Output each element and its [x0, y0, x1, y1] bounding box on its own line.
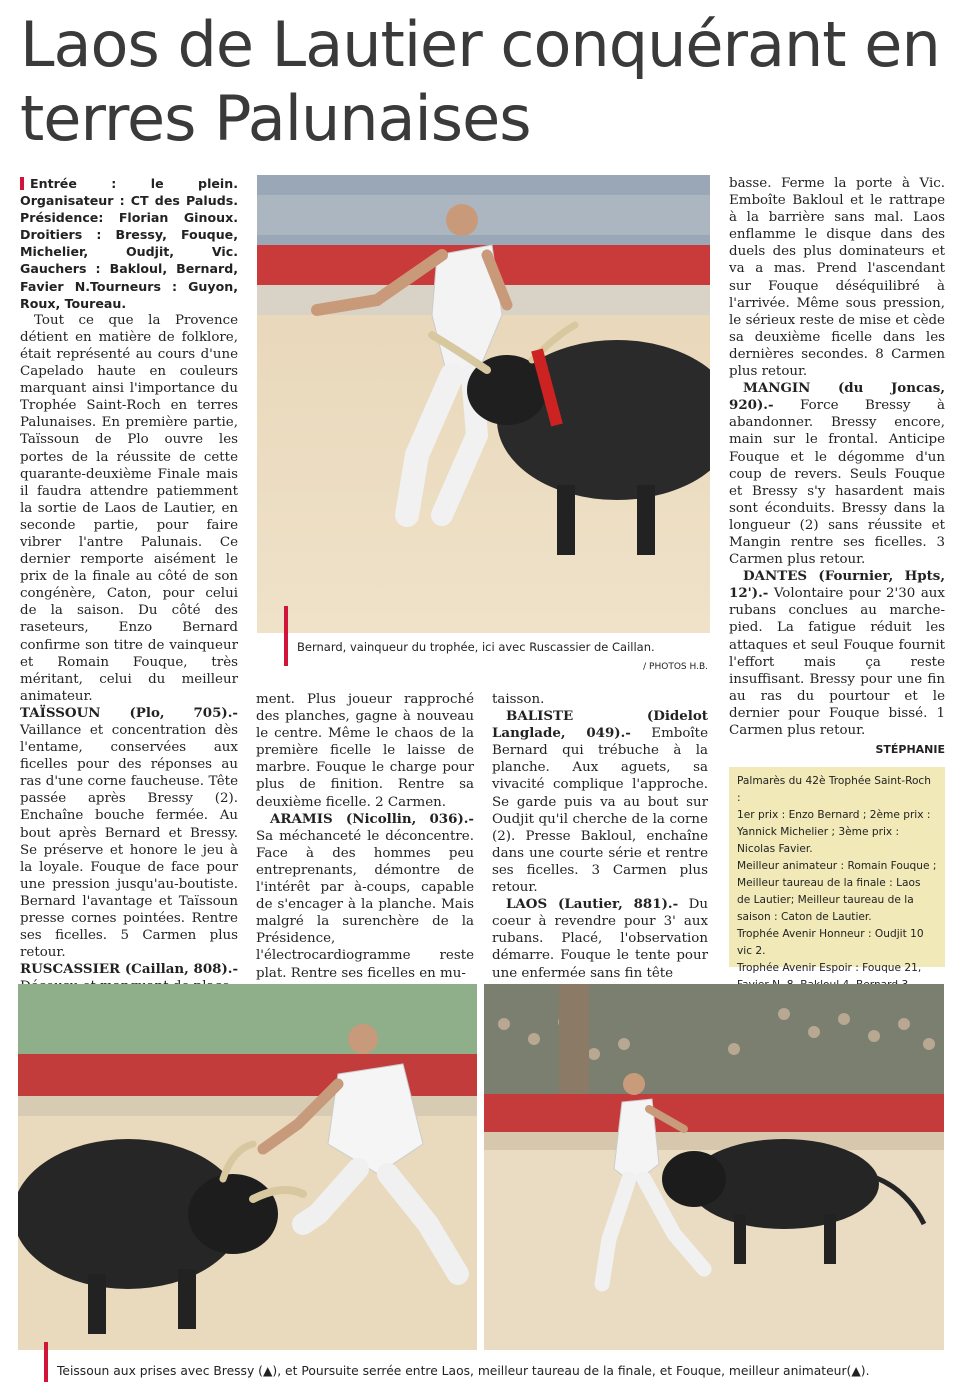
bull-name: TAÏSSOUN (Plo, 705).-	[20, 704, 238, 721]
bottom-right-caption: Poursuite serrée entre Laos, meilleur taureau de la finale, et Fouque, meilleur animateur(▲).	[301, 1364, 870, 1378]
raseteur-and-bull-illustration	[257, 175, 710, 633]
signature: STÉPHANIE	[875, 743, 945, 757]
caption-marker	[284, 606, 288, 666]
bull-entry	[256, 811, 474, 982]
continued-text: ment. Plus joueur rapproché des planches, gagne à nouveau le centre. Même le chaos de la première ficelle le laisse de marbre. Fouque le charge pour plus de finition. Rentre sa deuxième ficelle. 2 Carmen.	[256, 692, 474, 810]
photo-credit: / PHOTOS H.B.	[643, 662, 708, 672]
bottom-left-caption: Teissoun aux prises avec Bressy (▲), et	[57, 1364, 298, 1378]
top-photo-caption: Bernard, vainqueur du trophée, ici avec Ruscassier de Caillan.	[297, 640, 655, 654]
bull-name: MANGIN (du Joncas, 920).-	[729, 380, 945, 414]
bull-report: Volontaire pour 2'30 aux rubans conclues au marche-pied. La fatigue réduit les attaques et seul Fouque fournit l'effort mais ça reste insuffisant. Bressy pour une fin au ras du pourtour et le dernier pour Fouque bissé. 1 Carmen plus retour.	[729, 586, 945, 738]
bottom-caption	[57, 1364, 947, 1378]
bull-name: DANTES (Fournier, Hpts, 12').-	[729, 568, 945, 602]
palmares-title: Palmarès du 42è Trophée Saint-Roch :	[737, 775, 931, 804]
bull-report: Sa méchanceté le déconcentre. Face à des hommes peu entreprenants, démontre de l'intérêt par à-coups, capable de s'encager à la planche. Mais malgré la surenchère de la Présidence, l'électrocardiogramme reste plat. Rentre ses ficelles en mu-	[256, 828, 474, 981]
continued-text: taisson.	[492, 692, 545, 707]
article-column-4	[729, 175, 945, 758]
bull-entry	[20, 705, 238, 961]
palmares-best-bull: Meilleur taureau de la finale : Laos de Lautier; Meilleur taureau de la saison : Caton de Lautier.	[737, 877, 921, 923]
lead-block	[20, 175, 238, 312]
top-photo	[257, 175, 710, 633]
bull-charging-illustration	[18, 984, 477, 1350]
bull-entry	[492, 896, 708, 981]
continued-text: basse. Ferme la porte à Vic. Emboîte Bakloul et le rattrape à la barrière sans mal. Laos enflamme le disque dans des duels des plus dominateurs et va a mas. Prend l'ascendant sur Fouque déséquilibré à l'arrivée. Même sous pression, le sérieux reste de mise et cède sa deuxième ficelle dans les dernières secondes. 8 Carmen plus retour.	[729, 176, 945, 380]
article-column-3	[492, 691, 708, 982]
red-marker	[20, 177, 24, 190]
lead-text: Entrée : le plein. Organisateur : CT des Paluds. Présidence: Florian Ginoux. Droitiers : Bressy, Fouque, Michelier, Oudjit, Vic. Gauchers : Bakloul, Bernard, Favier N.Tourneurs : Guyon, Roux, Toureau.	[20, 176, 238, 311]
bull-report: Force Bressy à abandonner. Bressy encore, main sur le frontal. Anticipe Fouque et le dégomme d'un coup de revers. Seuls Fouque et Bressy s'y hasardent mais sont éconduits. Bressy dans la longueur (2) sans réussite et Mangin rentre ses ficelles. 3 Carmen plus retour.	[729, 398, 945, 568]
bottom-left-photo	[18, 984, 477, 1350]
arena-chase-illustration	[484, 984, 944, 1350]
intro-paragraph: Tout ce que la Provence détient en matière de folklore, était représenté au cours d'une Capelado haute en couleurs marquant ainsi l'importance du Trophée Saint-Roch en terres Palunaises. En première partie, Taïssoun de Plo ouvre les portes de la réussite de cette quarante-deuxième Finale mais il faudra attendre patiemment la sortie de Laos de Lautier, en seconde partie, pour faire vibrer l'antre Palunais. Ce dernier remporte aisément le prix de la finale au côté de son congénère, Caton, pour celui de la saison. Du côté des raseteurs, Enzo Bernard confirme son titre de vainqueur et Romain Fouque, très méritant, celui du meilleur animateur.	[20, 312, 238, 704]
bottom-right-photo	[484, 984, 944, 1350]
article-column-2	[256, 691, 474, 982]
bull-name: LAOS (Lautier, 881).-	[506, 896, 679, 913]
article-column-1	[20, 175, 238, 996]
bull-name: BALISTE (Didelot Langlade, 049).-	[492, 708, 708, 742]
headline: Laos de Lautier conquérant en terres Palunaises	[20, 8, 940, 155]
bull-name: RUSCASSIER (Caillan, 808).-	[20, 961, 239, 978]
palmares-avenir-espoir: Trophée Avenir Espoir : Fouque 21,	[737, 962, 922, 974]
palmares-animator: Meilleur animateur : Romain Fouque ;	[737, 860, 937, 872]
bull-report: Emboîte Bernard qui trébuche à la planche. Aux aguets, sa vivacité complique l'approche. Se garde puis va au bout sur Oudjit qu'il cherche de la corne (2). Presse Bakloul, enchaîne dans une courte série et rentre ses ficelles. 3 Carmen plus retour.	[492, 726, 708, 896]
bull-entry	[729, 568, 945, 739]
palmares-prizes: 1er prix : Enzo Bernard ; 2ème prix : Yannick Michelier ; 3ème prix : Nicolas Favier.	[737, 809, 931, 855]
caption-marker	[44, 1342, 48, 1382]
palmares-box	[729, 767, 945, 974]
palmares-avenir-honneur: Trophée Avenir Honneur : Oudjit 10 vic 2.	[737, 928, 924, 957]
bull-report: Vaillance et concentration dès l'entame, conservées aux ficelles pour des réponses au ras d'une corne faucheuse. Tête passée après Bressy (2). Enchaîne bouche fermée. Au bout après Bernard et Bressy. Se préserve et honore le jeu à la loyale. Fouque de face pour une pression jusqu'au-boutiste. Bernard l'avantage et Taïssoun presse cornes pointées. Rentre ses ficelles. 5 Carmen plus retour.	[20, 723, 238, 961]
bull-entry	[729, 380, 945, 568]
bull-report: Du coeur à revendre pour 3' aux rubans. Placé, l'observation démarre. Fouque le tente pour une enfermée sans fin tête	[492, 897, 709, 981]
bull-entry	[492, 708, 708, 896]
bull-name: ARAMIS (Nicollin, 036).-	[270, 810, 474, 827]
